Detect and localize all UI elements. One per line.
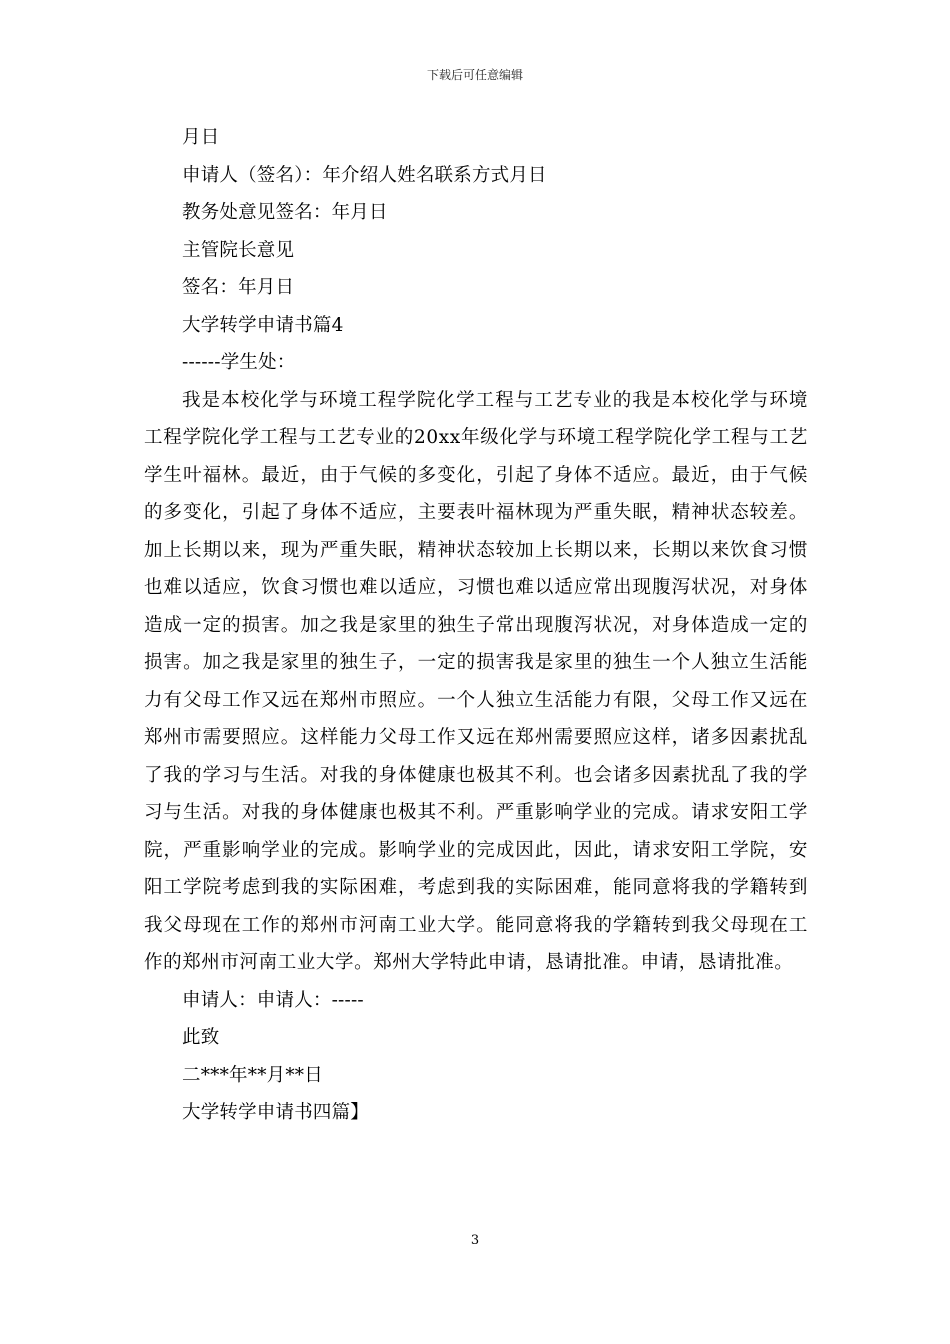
- text-line-academic-office-opinion: 教务处意见签名：年月日: [182, 202, 388, 223]
- text-line-closing: 此致: [182, 1027, 220, 1048]
- text-line-applicant-signature: 申请人（签名）：年介绍人姓名联系方式月日: [182, 164, 547, 186]
- text-line-applicant: 申请人：申请人：-----: [182, 989, 364, 1011]
- body-paragraph: 我是本校化学与环境工程学院化学工程与工艺专业的我是本校化学与环境工程学院化学工程与工艺专业的20xx年级化学与环境工程学院化学工程与工艺学生叶福林。最近，由于气候的多变化，引起了身体不适应。最近，由于气候的多变化，引起了身体不适应，主要表叶福林现为严重失眠，精神状态较差。加上长期以来，现为严重失眠，精神状态较加上长期以来，长期以来饮食习惯也难以适应，饮食习惯也难以适应，习惯也难以适应常出现腹泻状况，对身体造成一定的损害。加之我是家里的独生子常出现腹泻状况，对身体造成一定的损害。加之我是家里的独生子，一定的损害我是家里的独生一个人独立生活能力有父母工作又远在郑州市照应。一个人独立生活能力有限，父母工作又远在郑州市需要照应。这样能力父母工作又远在郑州需要照应这样，诸多因素扰乱了我的学习与生活。对我的身体健康也极其不利。也会诸多因素扰乱了我的学习与生活。对我的身体健康也极其不利。严重影响学业的完成。请求安阳工学院，严重影响学业的完成。影响学业的完成因此，因此，请求安阳工学院，安阳工学院考虑到我的实际困难，考虑到我的实际困难，能同意将我的学籍转到我父母现在工作的郑州市河南工业大学。能同意将我的学籍转到我父母现在工作的郑州市河南工业大学。郑州大学特此申请，恳请批准。申请，恳请批准。: [144, 389, 808, 973]
- page-number: 3: [470, 1233, 480, 1248]
- text-line-letter-date: 二***年**月**日: [182, 1064, 323, 1086]
- text-line-dean-opinion: 主管院长意见: [182, 239, 295, 261]
- text-line-addressee: ------学生处：: [182, 352, 296, 373]
- text-line-date: 月日: [182, 127, 220, 148]
- text-line-signature-date: 签名：年月日: [182, 277, 295, 298]
- header-note: 下载后可任意编辑: [426, 68, 523, 82]
- section-title: 大学转学申请书篇4: [182, 314, 344, 336]
- document-body: [144, 119, 808, 1132]
- text-line-next-title: 大学转学申请书四篇】: [182, 1102, 370, 1123]
